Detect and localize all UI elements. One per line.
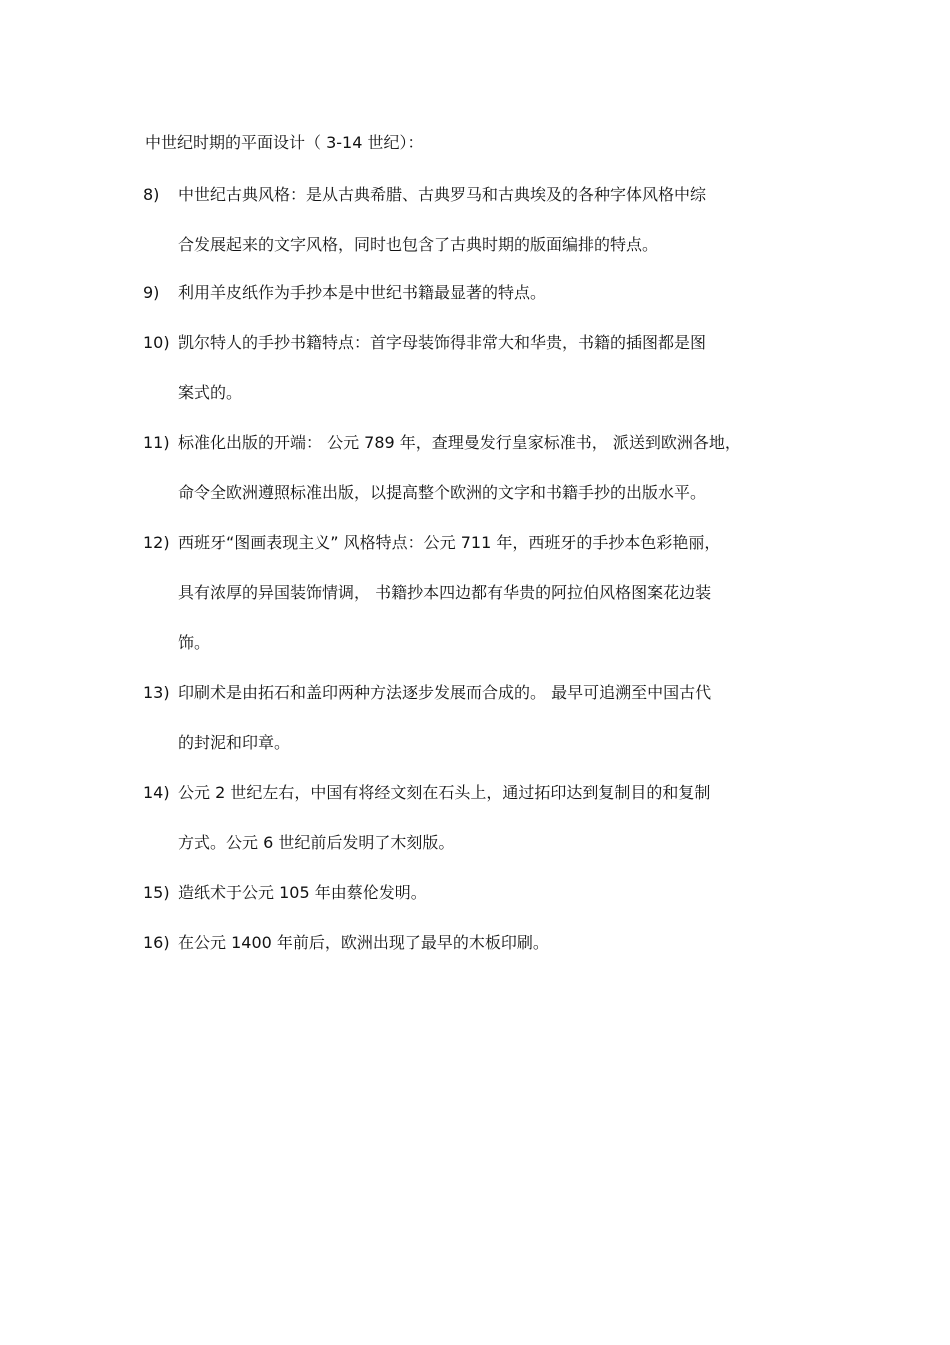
list-item-text: 饰。 (178, 633, 211, 652)
list-item-text: 造纸术于公元 105 年由蔡伦发明。 (178, 883, 427, 902)
list-item-number: 14) (143, 783, 170, 802)
list-item-number: 12) (143, 533, 170, 552)
list-item-text: 案式的。 (178, 383, 243, 402)
list-item-number: 15) (143, 883, 170, 902)
list-item-text: 西班牙“图画表现主义” 风格特点：公元 711 年，西班牙的手抄本色彩艳丽， (178, 533, 721, 552)
list-item-text: 合发展起来的文字风格，同时也包含了古典时期的版面编排的特点。 (178, 235, 659, 254)
list-item-number: 8) (143, 185, 160, 204)
list-item-text: 公元 2 世纪左右，中国有将经文刻在石头上，通过拓印达到复制目的和复制 (178, 783, 711, 802)
list-item-text: 在公元 1400 年前后，欧洲出现了最早的木板印刷。 (178, 933, 549, 952)
list-item-number: 9) (143, 283, 160, 302)
list-item-text: 利用羊皮纸作为手抄本是中世纪书籍最显著的特点。 (178, 283, 547, 302)
list-item-text: 具有浓厚的异国装饰情调， 书籍抄本四边都有华贵的阿拉伯风格图案花边装 (178, 583, 712, 602)
list-item-text: 标准化出版的开端： 公元 789 年，查理曼发行皇家标准书， 派送到欧洲各地， (178, 433, 741, 452)
list-item-number: 16) (143, 933, 170, 952)
list-item-text: 方式。公元 6 世纪前后发明了木刻版。 (178, 833, 455, 852)
list-item-text: 中世纪古典风格：是从古典希腊、古典罗马和古典埃及的各种字体风格中综 (178, 185, 707, 204)
list-item-number: 13) (143, 683, 170, 702)
list-item-text: 的封泥和印章。 (178, 733, 291, 752)
list-item-text: 命令全欧洲遵照标准出版，以提高整个欧洲的文字和书籍手抄的出版水平。 (178, 483, 707, 502)
list-item-number: 10) (143, 333, 170, 352)
page-heading: 中世纪时期的平面设计（ 3-14 世纪）： (145, 133, 424, 152)
list-item-text: 印刷术是由拓石和盖印两种方法逐步发展而合成的。 最早可追溯至中国古代 (178, 683, 712, 702)
list-item-text: 凯尔特人的手抄书籍特点：首字母装饰得非常大和华贵，书籍的插图都是图 (178, 333, 707, 352)
list-item-number: 11) (143, 433, 170, 452)
